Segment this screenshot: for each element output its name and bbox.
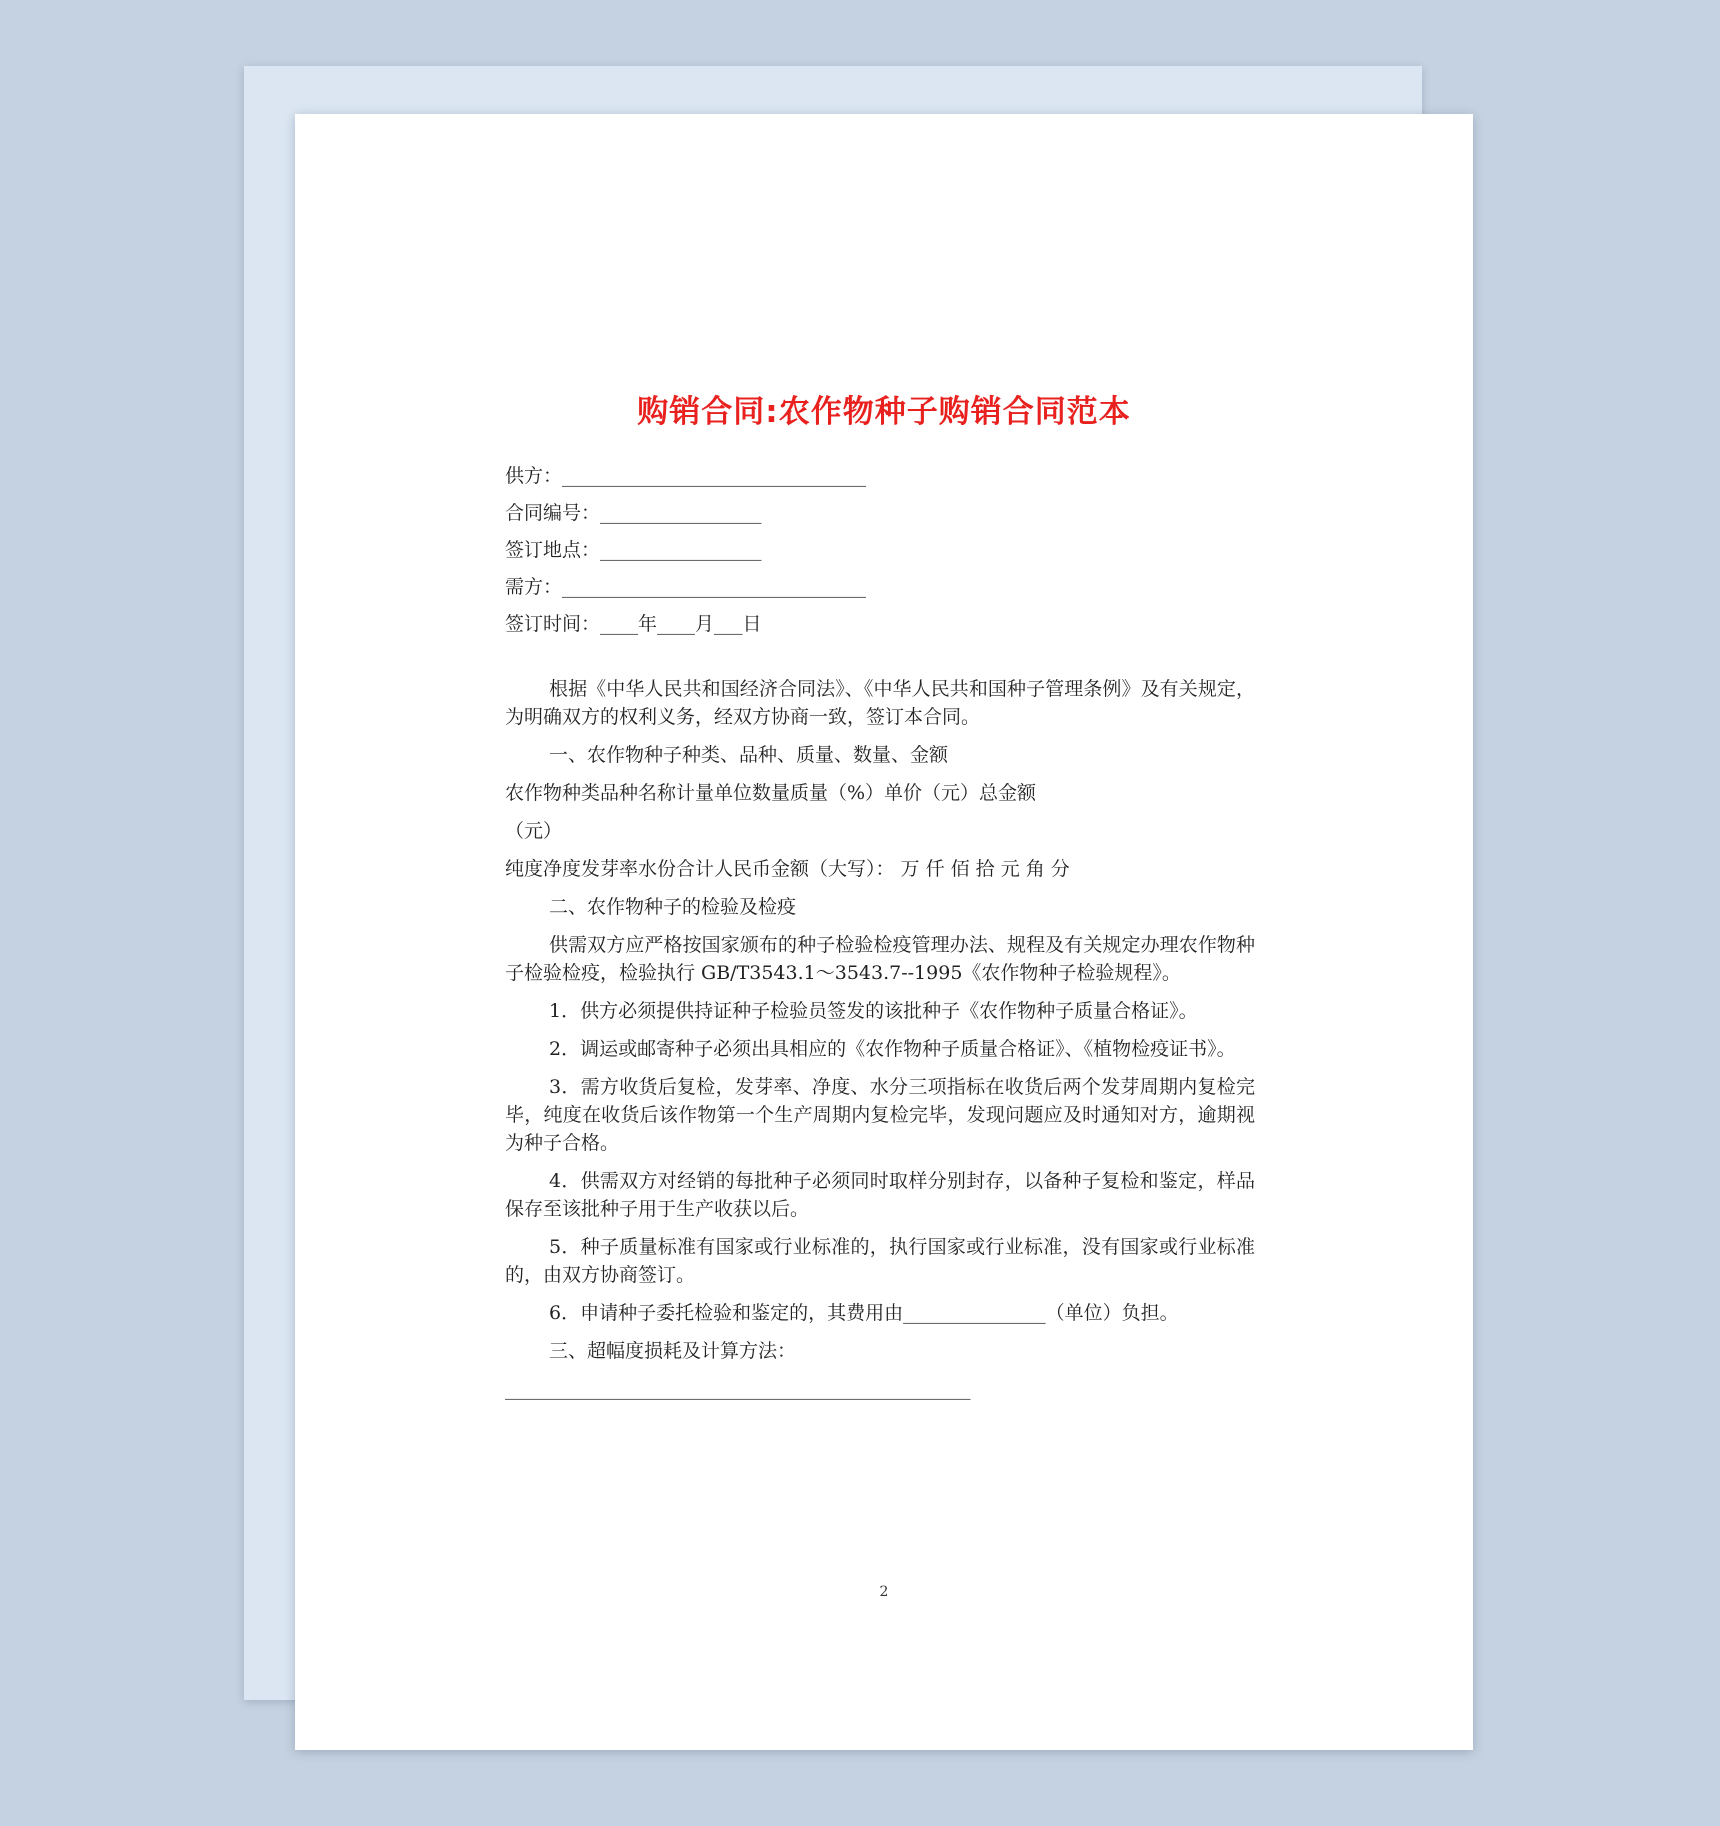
table-header-line: 农作物种类品种名称计量单位数量质量（%）单价（元）总金额 [505,782,1037,804]
field-signing-place: 签订地点：_________________ [505,539,762,561]
page-number: 2 [879,1584,889,1600]
clause-5: 5．种子质量标准有国家或行业标准的，执行国家或行业标准，没有国家或行业标准的，由双方协商签订。 [505,1236,1255,1286]
field-contract-number: 合同编号：_________________ [505,502,762,524]
field-supplier: 供方：________________________________ [505,465,867,487]
blank-fill-line: _________________________________________________ [505,1378,971,1400]
field-buyer: 需方：________________________________ [505,576,867,598]
clause-4: 4．供需双方对经销的每批种子必须同时取样分别封存，以备种子复检和鉴定，样品保存至该批种子用于生产收获以后。 [505,1170,1255,1220]
paragraph-inspection: 供需双方应严格按国家颁布的种子检验检疫管理办法、规程及有关规定办理农作物种子检验检疫，检验执行 GB/T3543.1～3543.7--1995《农作物种子检验规程》。 [505,934,1255,984]
document-title: 购销合同:农作物种子购销合同范本 [637,394,1131,430]
field-signing-date: 签订时间：____年____月___日 [505,613,762,635]
document-body [505,462,1255,1412]
section-heading-2: 二、农作物种子的检验及检疫 [549,896,797,918]
section-spacer [505,647,1255,675]
table-header-unit: （元） [505,820,563,842]
section-heading-3: 三、超幅度损耗及计算方法： [549,1340,797,1362]
table-subheader-line: 纯度净度发芽率水份合计人民币金额（大写）： 万 仟 佰 拾 元 角 分 [505,858,1070,880]
clause-3: 3．需方收货后复检，发芽率、净度、水分三项指标在收货后两个发芽周期内复检完毕，纯度在收货后该作物第一个生产周期内复检完毕，发现问题应及时通知对方，逾期视为种子合格。 [505,1076,1255,1154]
clause-2: 2．调运或邮寄种子必须出具相应的《农作物种子质量合格证》、《植物检疫证书》。 [549,1038,1236,1060]
clause-6: 6．申请种子委托检验和鉴定的，其费用由_______________（单位）负担。 [549,1302,1179,1324]
clause-1: 1．供方必须提供持证种子检验员签发的该批种子《农作物种子质量合格证》。 [549,1000,1198,1022]
document-page [295,114,1473,1750]
paragraph-preamble: 根据《中华人民共和国经济合同法》、《中华人民共和国种子管理条例》及有关规定，为明确双方的权利义务，经双方协商一致，签订本合同。 [505,678,1255,728]
section-heading-1: 一、农作物种子种类、品种、质量、数量、金额 [549,744,949,766]
